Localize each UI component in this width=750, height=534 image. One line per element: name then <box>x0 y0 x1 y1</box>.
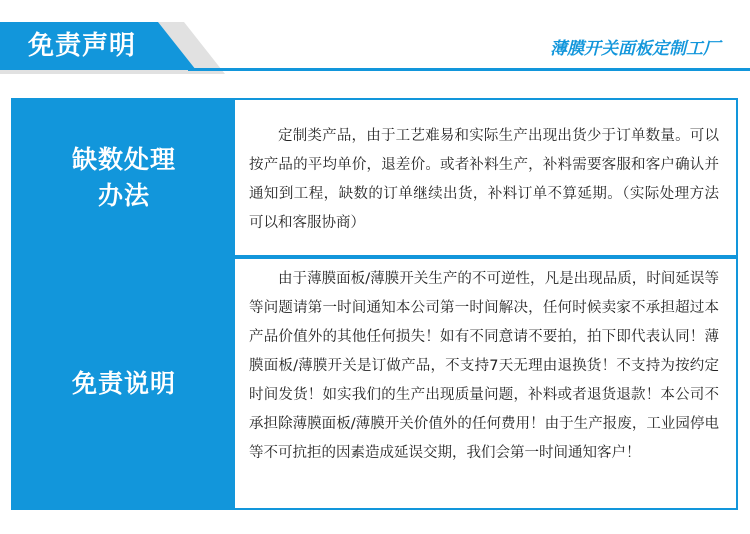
notice-table <box>11 98 738 510</box>
table-row-disclaimer <box>13 259 736 508</box>
row-body-shortage: 定制类产品，由于工艺难易和实际生产出现出货少于订单数量。可以按产品的平均单价，退差价。或者补料生产，补料需要客服和客户确认并通知到工程，缺数的订单继续出货，补料订单不算延期。（实际处理方法可以和客服协商） <box>249 128 719 231</box>
page-title: 免责声明 <box>28 31 137 61</box>
table-row-shortage <box>13 100 736 255</box>
row-label-text: 免责说明 <box>71 368 176 398</box>
company-name: 薄膜开关面板定制工厂 <box>550 39 720 59</box>
row-label-disclaimer <box>13 259 235 508</box>
header-divider <box>188 68 750 71</box>
row-label-text: 缺数处理 办法 <box>71 144 176 210</box>
row-body-disclaimer: 由于薄膜面板/薄膜开关生产的不可逆性，凡是出现品质，时间延误等等问题请第一时间通知本公司第一时间解决，任何时候卖家不承担超过本产品价值外的其他任何损失！如有不同意请不要拍，拍下即代表认同！薄膜面板/薄膜开关是订做产品，不支持7天无理由退换货！不支持为按约定时间发货！如实我们的生产出现质量问题，补料或者退货退款！本公司不承担除薄膜面板/薄膜开关价值外的任何费用！由于生产报废，工业园停电等不可抗拒的因素造成延误交期，我们会第一时间通知客户！ <box>249 271 719 461</box>
header-banner <box>0 0 750 80</box>
row-label-shortage <box>13 100 235 255</box>
